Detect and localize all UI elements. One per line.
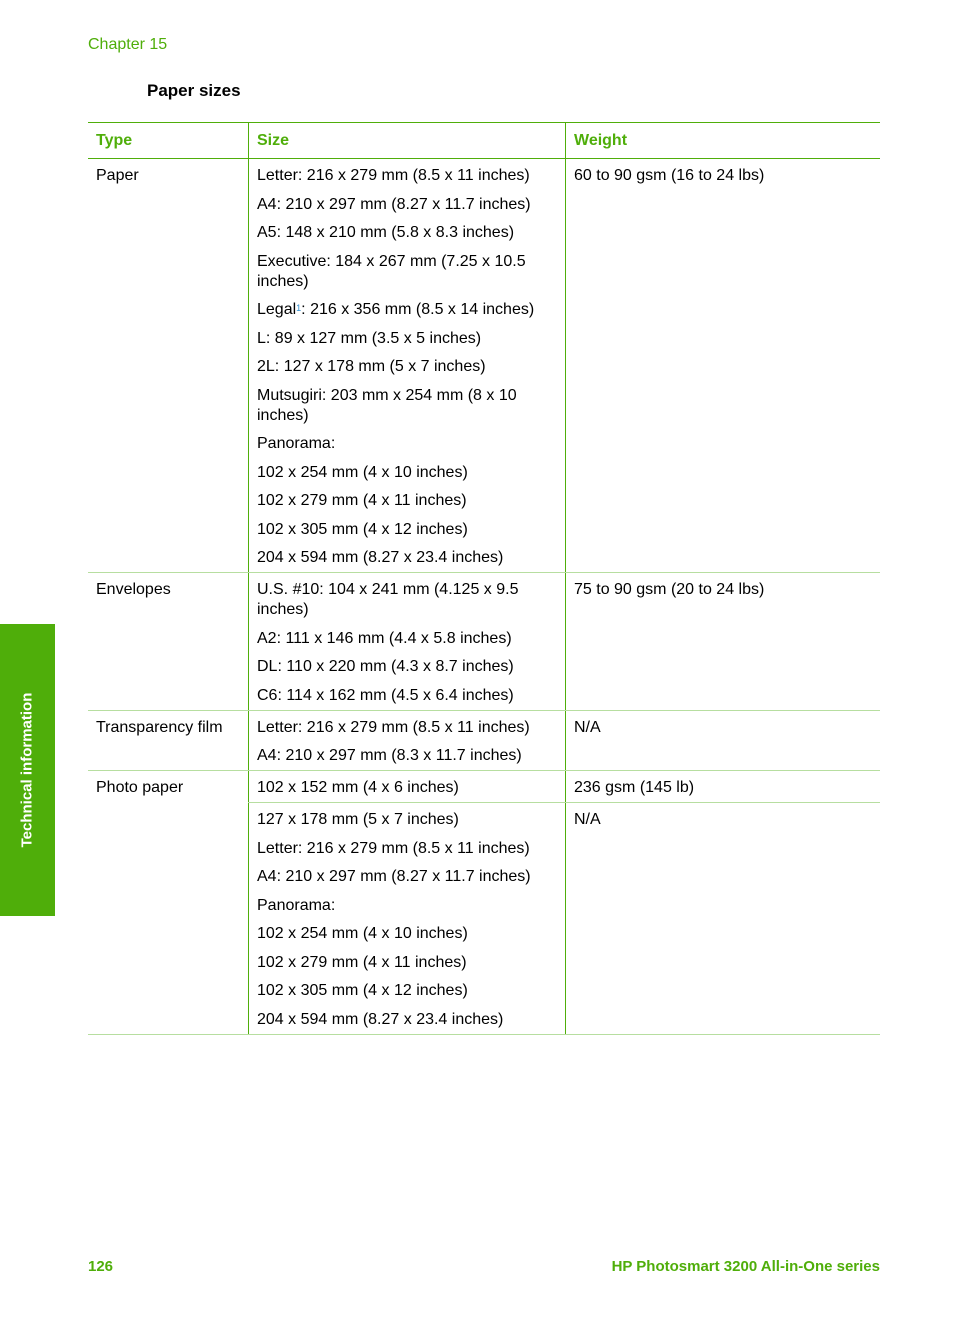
size-line: 204 x 594 mm (8.27 x 23.4 inches): [257, 1010, 504, 1028]
paper-sizes-table: [88, 122, 880, 1035]
table-row: [88, 159, 880, 573]
size-line: U.S. #10: 104 x 241 mm (4.125 x 9.5 inches): [257, 581, 519, 618]
size-line: A4: 210 x 297 mm (8.27 x 11.7 inches): [257, 195, 531, 213]
size-line: 102 x 305 mm (4 x 12 inches): [257, 982, 468, 999]
size-line: 127 x 178 mm (5 x 7 inches): [257, 811, 459, 828]
type-cell: Envelopes: [88, 573, 249, 711]
size-line: C6: 114 x 162 mm (4.5 x 6.4 inches): [257, 686, 514, 704]
type-cell: Paper: [88, 159, 249, 573]
section-title: Paper sizes: [147, 81, 241, 100]
footnote-link[interactable]: 1: [296, 303, 302, 313]
column-header-size: Size: [249, 123, 566, 159]
page-number: 126: [88, 1258, 114, 1275]
size-line: 102 x 305 mm (4 x 12 inches): [257, 520, 468, 538]
side-tab-label: Technical information: [18, 692, 36, 848]
size-line: 102 x 254 mm (4 x 10 inches): [257, 463, 468, 481]
size-line: Mutsugiri: 203 mm x 254 mm (8 x 10 inches): [257, 386, 517, 424]
weight-cell: 60 to 90 gsm (16 to 24 lbs): [566, 159, 881, 573]
size-cell: [249, 573, 566, 711]
size-line: A4: 210 x 297 mm (8.3 x 11.7 inches): [257, 747, 522, 764]
size-line: Letter: 216 x 279 mm (8.5 x 11 inches): [257, 718, 530, 736]
size-line: L: 89 x 127 mm (3.5 x 5 inches): [257, 329, 482, 347]
size-cell: [249, 771, 566, 803]
weight-cell: 75 to 90 gsm (20 to 24 lbs): [566, 573, 881, 711]
table-row: [88, 710, 880, 771]
size-line: Panorama:: [257, 435, 336, 452]
size-line: 204 x 594 mm (8.27 x 23.4 inches): [257, 549, 504, 566]
chapter-label: Chapter 15: [88, 36, 168, 53]
size-line: A2: 111 x 146 mm (4.4 x 5.8 inches): [257, 629, 512, 647]
table-row: [88, 573, 880, 711]
size-line: 102 x 152 mm (4 x 6 inches): [257, 779, 459, 796]
size-line: DL: 110 x 220 mm (4.3 x 8.7 inches): [257, 658, 514, 675]
type-cell: Photo paper: [88, 771, 249, 1035]
column-header-type: Type: [88, 123, 249, 159]
legal-dimensions: : 216 x 356 mm (8.5 x 14 inches): [301, 301, 535, 318]
table-header-row: [88, 123, 880, 159]
product-name: HP Photosmart 3200 All-in-One series: [611, 1258, 880, 1275]
size-line: 102 x 254 mm (4 x 10 inches): [257, 925, 468, 942]
size-line: 2L: 127 x 178 mm (5 x 7 inches): [257, 358, 486, 375]
size-line: Executive: 184 x 267 mm (7.25 x 10.5 inches): [257, 252, 526, 290]
size-line: Letter: 216 x 279 mm (8.5 x 11 inches): [257, 167, 530, 184]
size-line-legal: [257, 300, 557, 320]
size-line: A4: 210 x 297 mm (8.27 x 11.7 inches): [257, 868, 531, 885]
weight-cell: N/A: [566, 803, 881, 1035]
size-line: Letter: 216 x 279 mm (8.5 x 11 inches): [257, 839, 530, 857]
size-cell: [249, 710, 566, 771]
size-line: 102 x 279 mm (4 x 11 inches): [257, 492, 467, 509]
size-cell: [249, 159, 566, 573]
size-cell: [249, 803, 566, 1035]
size-line: 102 x 279 mm (4 x 11 inches): [257, 953, 467, 971]
size-line: Panorama:: [257, 896, 336, 914]
weight-cell: N/A: [566, 710, 881, 771]
table-row: [88, 771, 880, 803]
weight-cell: 236 gsm (145 lb): [566, 771, 881, 803]
type-cell: Transparency film: [88, 710, 249, 771]
size-line: A5: 148 x 210 mm (5.8 x 8.3 inches): [257, 224, 515, 241]
column-header-weight: Weight: [566, 123, 881, 159]
legal-label: Legal: [257, 301, 297, 318]
